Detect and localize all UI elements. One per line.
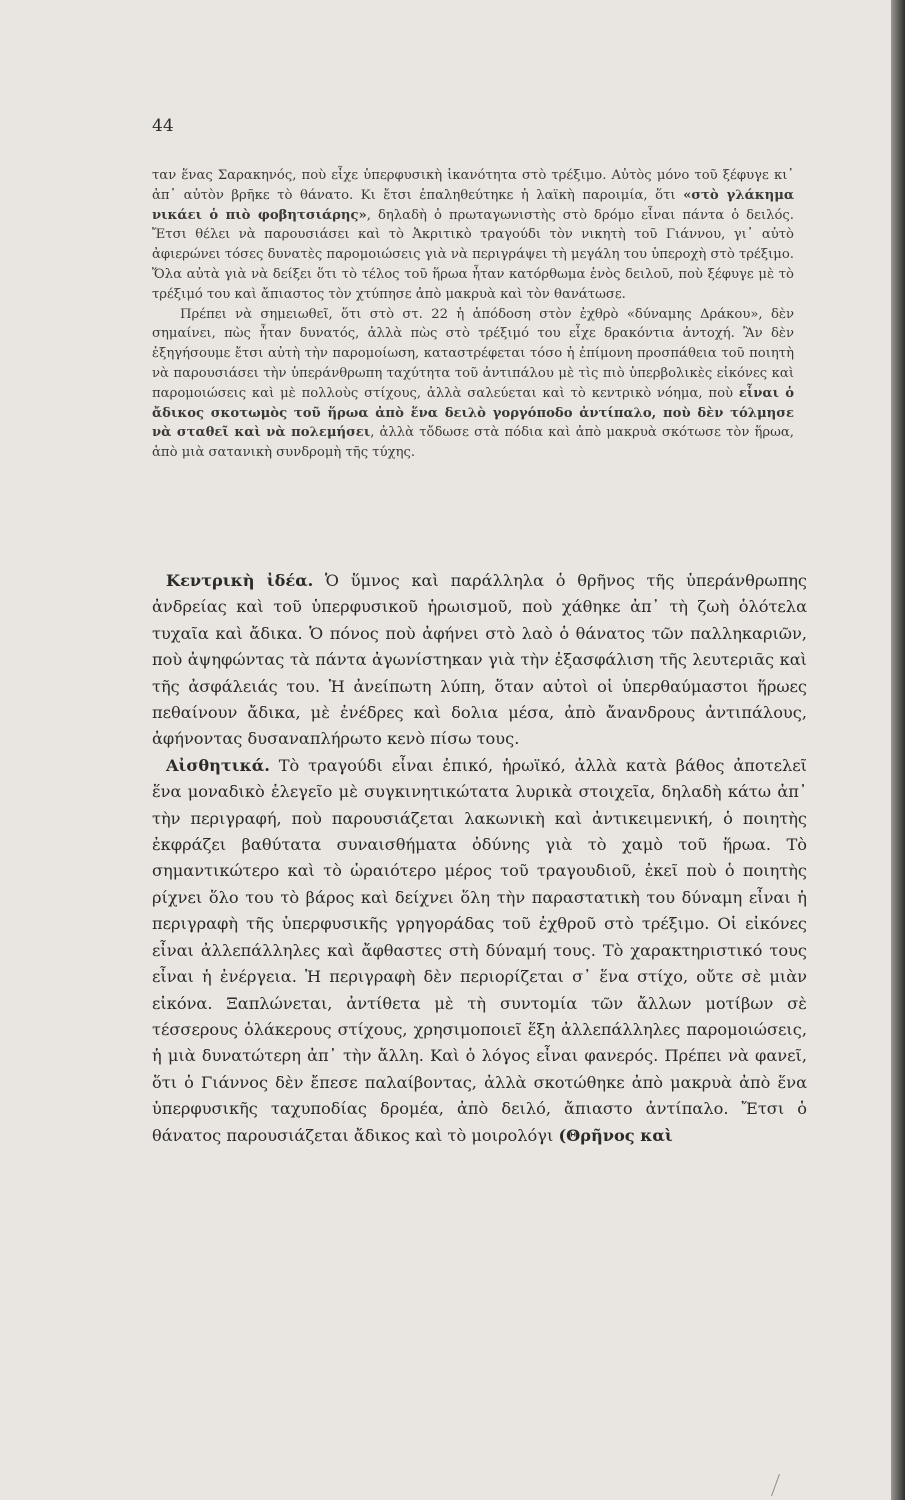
paragraph-central-idea xyxy=(152,568,807,753)
main-text-section xyxy=(152,568,807,1149)
small-p1-text-a: ταν ἕνας Σαρακηνός, ποὺ εἶχε ὑπερφυσικὴ ἱκανότητα στὸ τρέξιμο. Αὐτὸς μόνο τοῦ ξέφυγε κι᾽ ἀπ᾽ αὐτὸν βρῆκε τὸ θάνατο. Κι ἔτσι ἐπαληθεύτηκε ἡ λαϊκὴ παροιμία, ὅτι xyxy=(152,168,794,203)
heading-aesthetics: Αἰσθητικά. xyxy=(166,755,270,775)
small-p2-text-b: , ἀλλὰ τὄδωσε στὰ πόδια καὶ ἀπὸ μακρυὰ σκότωσε τὸν ἥρωα, ἀπὸ μιὰ σατανικὴ συνδρομὴ τῆς τύχης. xyxy=(152,425,794,461)
paragraph-aesthetics xyxy=(152,753,807,1149)
aesthetics-trailing-bold: (Θρῆνος καὶ xyxy=(558,1125,673,1145)
central-idea-text: Ὁ ὕμνος καὶ παράλληλα ὁ θρῆνος τῆς ὑπεράνθρωπης ἀνδρείας καὶ τοῦ ὑπερφυσικοῦ ἡρωισμοῦ, ποὺ χάθηκε ἀπ᾽ τὴ ζωὴ ὁλότελα τυχαῖα καὶ ἄδικα. Ὁ πόνος ποὺ ἀφήνει στὸ λαὸ ὁ θάνατος τῶν παλληκαριῶν, ποὺ ἀψηφώντας τὰ πάντα ἀγωνίστηκαν γιὰ τὴν ἐξασφάλιση τῆς λευτεριᾶς καὶ τῆς ἀσφάλειάς του. Ἡ ἀνείπωτη λύπη, ὅταν αὐτοὶ οἱ ὑπερθαύμαστοι ἥρωες πεθαίνουν ἄδικα, μὲ ἐνέδρες καὶ δολια μέσα, ἀπὸ ἄνανδρους ἀντιπάλους, ἀφήνοντας δυσαναπλήρωτο κενὸ πίσω τους. xyxy=(152,571,808,749)
small-p2-text-a: Πρέπει νὰ σημειωθεῖ, ὅτι στὸ στ. 22 ἡ ἀπόδοση στὸν ἐχθρὸ «δύναμης Δράκου», δὲν σημαίνει, πὼς ἦταν δυνατός, ἀλλὰ πὼς στὸ τρέξιμό του εἶχε δρακόντια ἀντοχή. Ἂν δὲν ἐξηγήσουμε ἔτσι αὐτὴ τὴν παρομοίωση, καταστρέφεται τόσο ἡ ἐπίμονη προσπάθεια τοῦ ποιητὴ νὰ παρουσιάσει τὴν ὑπεράνθρωπη ταχύτητα τοῦ ἀντιπάλου μὲ τὶς πιὸ ὑπερβολικὲς εἰκόνες καὶ παρομοιώσεις καὶ μὲ πολλοὺς στίχους, ἀλλὰ σαλεύεται καὶ τὸ κεντρικὸ νόημα, ποὺ xyxy=(152,306,794,401)
small-paragraph-1 xyxy=(152,166,794,305)
small-p2-bold: εἶναι ὁ ἄδικος σκοτωμὸς τοῦ ἥρωα ἀπὸ ἕνα δειλὸ γοργόποδο ἀντίπαλο, ποὺ δὲν τόλμησε νὰ σταθεῖ καὶ νὰ πολεμήσει xyxy=(152,385,794,441)
small-p1-text-b: , δηλαδὴ ὁ πρωταγωνιστὴς στὸ δρόμο εἶναι πάντα ὁ δειλός. Ἔτσι θέλει νὰ παρουσιάσει καὶ τὸ Ἀκριτικὸ τραγούδι τὸν νικητὴ τοῦ Γιάννου, γι᾽ αὐτὸ ἀφιερώνει τόσες δυνατὲς παρομοιώσεις γιὰ νὰ περιγράψει τὴ μεγάλη του ὑπεροχὴ στὸ τρέξιμο. Ὅλα αὐτὰ γιὰ νὰ δείξει ὅτι τὸ τέλος τοῦ ἥρωα ἦταν κατόρθωμα ἑνὸς δειλοῦ, ποὺ ξέφυγε μὲ τὸ τρέξιμό του καὶ ἄπιαστος τὸν χτύπησε ἀπὸ μακρυὰ καὶ τὸν θανάτωσε. xyxy=(152,207,794,302)
page-number: 44 xyxy=(152,116,174,136)
small-p1-proverb: «στὸ γλάκημα νικάει ὁ πιὸ φοβητσιάρης» xyxy=(152,187,794,223)
scan-mark xyxy=(771,1474,794,1496)
heading-central-idea: Κεντρικὴ ἰδέα. xyxy=(166,571,314,590)
page-edge-shadow xyxy=(891,0,905,1500)
small-paragraph-2 xyxy=(152,305,794,463)
aesthetics-text: Τὸ τραγούδι εἶναι ἐπικό, ἡρωϊκό, ἀλλὰ κατὰ βάθος ἀποτελεῖ ἕνα μοναδικὸ ἐλεγεῖο μὲ συγκινητικώτατα λυρικὰ στοιχεῖα, δηλαδὴ κάτω ἀπ᾽ τὴν περιγραφή, ποὺ παρουσιάζεται λακωνικὴ καὶ ἀντικειμενική, ὁ ποιητὴς ἐκφράζει βαθύτατα συναισθήματα ὀδύνης γιὰ τὸ χαμὸ τοῦ ἥρωα. Τὸ σημαντικώτερο καὶ τὸ ὡραιότερο μέρος τοῦ τραγουδιοῦ, ἐκεῖ ποὺ ὁ ποιητὴς ρίχνει ὅλο του τὸ βάρος καὶ δείχνει ὅλη τὴν παραστατικὴ του δύναμη εἶναι ἡ περιγραφὴ τῆς ὑπερφυσικῆς γρηγοράδας τοῦ ἐχθροῦ στὸ τρέξιμο. Οἱ εἰκόνες εἶναι ἀλλεπάλληλες καὶ ἄφθαστες στὴ δύναμή τους. Τὸ χαρακτηριστικό τους εἶναι ἡ ἐνέργεια. Ἡ περιγραφὴ δὲν περιορίζεται σ᾽ ἕνα στίχο, οὔτε σὲ μιὰν εἰκόνα. Ξαπλώνεται, ἀντίθετα μὲ τὴ συντομία τῶν ἄλλων μοτίβων σὲ τέσσερους ὁλάκερους στίχους, χρησιμοποιεῖ ἕξη ἀλλεπάλληλες παρομοιώσεις, ἡ μιὰ δυνατώτερη ἀπ᾽ τὴν ἄλλη. Καὶ ὁ λόγος εἶναι φανερός. Πρέπει νὰ φανεῖ, ὅτι ὁ Γιάννος δὲν ἔπεσε παλαίβοντας, ἀλλὰ σκοτώθηκε ἀπὸ μακρυὰ ἀπὸ ἕνα ὑπερφυσικῆς ταχυποδίας δρομέα, ἀπὸ δειλό, ἄπιαστο ἀντίπαλο. Ἔτσι ὁ θάνατος παρουσιάζεται ἄδικος καὶ τὸ μοιρολόγι xyxy=(152,755,807,1145)
small-print-section xyxy=(152,166,794,463)
